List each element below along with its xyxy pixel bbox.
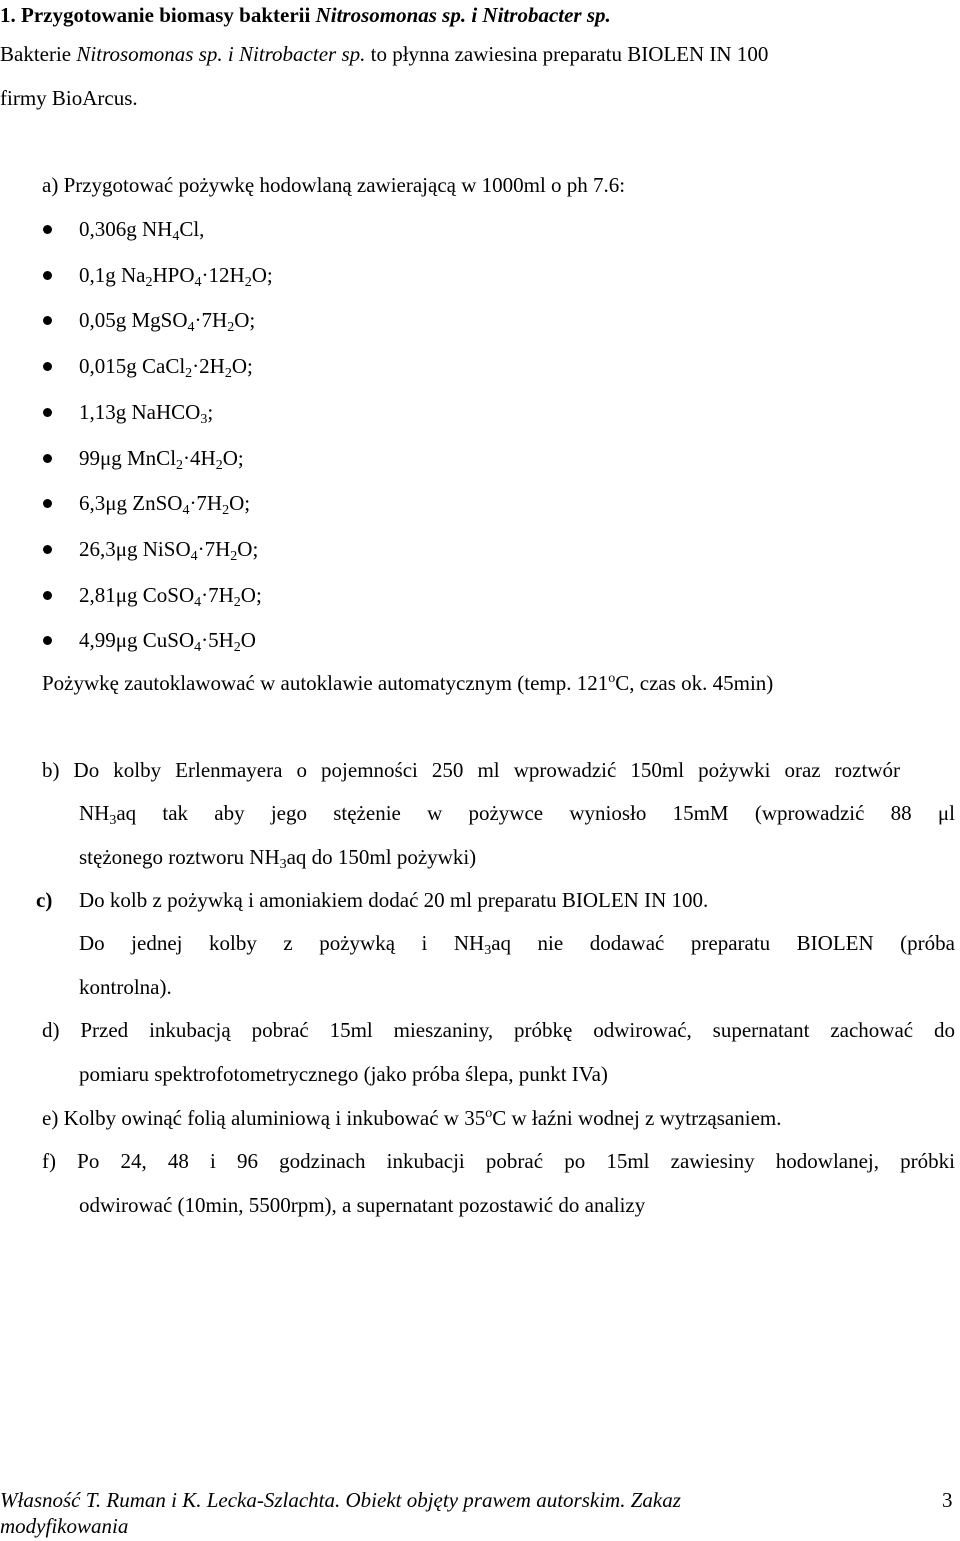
- ingredient-subscript: 2: [230, 549, 238, 564]
- ingredient-text: ·7H: [194, 308, 228, 332]
- page-number: 3: [942, 1488, 953, 1512]
- step-b-text-1: b) Do kolby Erlenmayera o pojemności 250 ml wprowadzić 150ml pożywki oraz roztwór: [42, 758, 900, 782]
- step-f-line-2: odwirować (10min, 5500rpm), a supernatant pozostawić do analizy: [79, 1193, 646, 1217]
- bullet-icon: [43, 454, 52, 463]
- bullet-icon: [43, 225, 52, 234]
- ingredient-text: O;: [229, 491, 251, 515]
- intro-italic: Nitrosomonas sp. i Nitrobacter sp.: [76, 42, 366, 66]
- ingredient-text: 99μg MnCl: [79, 446, 177, 470]
- ingredient-text: 4,99μg CuSO: [79, 628, 195, 652]
- step-f-text-1: f) Po 24, 48 i 96 godzinach inkubacji pobrać po 15ml zawiesiny hodowlanej, próbki: [42, 1149, 955, 1173]
- step-c-label: c): [36, 888, 53, 912]
- intro-line-1: [0, 41, 768, 67]
- ingredient-item: [79, 536, 258, 562]
- ingredient-text: ·7H: [197, 537, 231, 561]
- ingredient-text: ·7H: [189, 491, 223, 515]
- ingredient-subscript: 2: [185, 366, 193, 381]
- ingredient-text: ·4H: [183, 446, 216, 470]
- step-c-line-1: Do kolb z pożywką i amoniakiem dodać 20 ml preparatu BIOLEN IN 100.: [79, 888, 709, 912]
- step-e-after: C w łaźni wodnej z wytrząsaniem.: [492, 1106, 782, 1130]
- ingredient-item: [79, 307, 255, 333]
- ingredient-subscript: 4: [194, 275, 202, 290]
- step-b-text-3b: aq do 150ml pożywki): [286, 845, 477, 869]
- ingredient-subscript: 2: [244, 275, 252, 290]
- step-b-sub: 3: [109, 813, 117, 828]
- ingredient-item: [79, 490, 250, 516]
- ingredient-text: O;: [231, 354, 253, 378]
- ingredient-text: ·7H: [201, 583, 234, 607]
- ingredient-subscript: 2: [227, 320, 235, 335]
- ingredient-text: 0,015g CaCl: [79, 354, 186, 378]
- intro-after: to płynna zawiesina preparatu BIOLEN IN 100: [370, 42, 769, 66]
- ingredient-text: O;: [240, 583, 262, 607]
- ingredient-text: 2,81μg CoSO: [79, 583, 195, 607]
- ingredient-text: ·5H: [201, 628, 234, 652]
- step-d-line-1: [42, 1017, 955, 1043]
- ingredient-subscript: 2: [233, 640, 241, 655]
- ingredient-text: 6,3μg ZnSO: [79, 491, 183, 515]
- ingredient-subscript: 2: [233, 595, 241, 610]
- ingredient-item: [79, 353, 253, 379]
- ingredient-text: O: [240, 628, 256, 652]
- step-c-line-3: kontrolna).: [79, 975, 172, 999]
- step-b-line-1: [42, 757, 900, 783]
- ingredient-item: [79, 582, 262, 608]
- step-e-before: e) Kolby owinąć folią aluminiową i inkubować w 35: [42, 1106, 486, 1130]
- ingredient-text: ·12H: [201, 263, 245, 287]
- step-c-text-2b: aq nie dodawać preparatu BIOLEN (próba: [491, 931, 955, 955]
- step-a: a) Przygotować pożywkę hodowlaną zawierającą w 1000ml o ph 7.6:: [42, 173, 626, 197]
- ingredient-text: O;: [237, 537, 259, 561]
- ingredient-text: 0,05g MgSO: [79, 308, 188, 332]
- step-f-line-1: [42, 1148, 955, 1174]
- ingredient-subscript: 4: [190, 549, 198, 564]
- step-d-text-1: d) Przed inkubacją pobrać 15ml mieszaniny, próbkę odwirować, supernatant zachować do: [42, 1018, 955, 1042]
- ingredient-subscript: 2: [224, 366, 232, 381]
- ingredient-subscript: 2: [222, 503, 230, 518]
- bullet-icon: [43, 362, 52, 371]
- section-heading: [0, 2, 611, 28]
- ingredient-item: [79, 445, 244, 471]
- ingredient-text: 26,3μg NiSO: [79, 537, 191, 561]
- ingredient-subscript: 2: [145, 275, 153, 290]
- step-c-line-2: [79, 930, 955, 956]
- ingredient-item: [79, 262, 273, 288]
- ingredient-subscript: 4: [187, 320, 195, 335]
- step-b-nh: NH: [79, 801, 110, 825]
- ingredient-text: ·2H: [192, 354, 225, 378]
- step-c-text-2a: Do jednej kolby z pożywką i NH: [79, 931, 485, 955]
- heading-number: 1.: [0, 3, 16, 27]
- bullet-icon: [43, 408, 52, 417]
- ingredient-subscript: 4: [194, 595, 202, 610]
- step-e: [42, 1105, 781, 1131]
- step-d-line-2: pomiaru spektrofotometrycznego (jako próba ślepa, punkt IVa): [79, 1062, 608, 1086]
- ingredient-item: [79, 399, 213, 425]
- autoclave-before: Pożywkę zautoklawować w autoklawie automatycznym (temp. 121: [42, 671, 609, 695]
- ingredient-item: [79, 627, 256, 653]
- ingredient-item: [79, 216, 204, 242]
- heading-text: Przygotowanie biomasy bakterii: [21, 3, 311, 27]
- bullet-icon: [43, 545, 52, 554]
- intro-before: Bakterie: [0, 42, 72, 66]
- step-b-sub-2: 3: [279, 857, 287, 872]
- ingredient-text: HPO: [152, 263, 195, 287]
- autoclave-after: C, czas ok. 45min): [615, 671, 774, 695]
- ingredient-text: O;: [251, 263, 273, 287]
- ingredient-subscript: 2: [176, 458, 184, 473]
- bullet-icon: [43, 271, 52, 280]
- ingredient-text: 0,1g Na: [79, 263, 146, 287]
- footer-copyright-1: Własność T. Ruman i K. Lecka-Szlachta. Obiekt objęty prawem autorskim. Zakaz: [0, 1488, 681, 1512]
- bullet-icon: [43, 316, 52, 325]
- ingredient-subscript: 2: [215, 458, 223, 473]
- step-b-line-2: [79, 800, 955, 826]
- ingredient-text: 1,13g NaHCO: [79, 400, 201, 424]
- intro-line-2: firmy BioArcus.: [0, 86, 138, 110]
- autoclave-degree: o: [608, 671, 616, 686]
- heading-italic: Nitrosomonas sp. i Nitrobacter sp.: [315, 3, 611, 27]
- bullet-icon: [43, 499, 52, 508]
- step-e-degree: o: [485, 1106, 493, 1121]
- footer-copyright-2: modyfikowania: [0, 1514, 129, 1538]
- ingredient-subscript: 3: [200, 412, 208, 427]
- autoclave-note: [42, 670, 773, 696]
- bullet-icon: [43, 636, 52, 645]
- ingredient-subscript: 4: [182, 503, 190, 518]
- ingredient-text: O;: [222, 446, 244, 470]
- step-b-line-3: [79, 844, 476, 870]
- ingredient-subscript: 4: [172, 229, 180, 244]
- ingredient-subscript: 4: [194, 640, 202, 655]
- ingredient-text: Cl,: [179, 217, 205, 241]
- ingredient-text: 0,306g NH: [79, 217, 173, 241]
- step-b-text-2: aq tak aby jego stężenie w pożywce wyniosło 15mM (wprowadzić 88 μl: [116, 801, 955, 825]
- step-c-sub: 3: [484, 943, 492, 958]
- ingredient-text: ;: [207, 400, 214, 424]
- bullet-icon: [43, 591, 52, 600]
- step-b-text-3a: stężonego roztworu NH: [79, 845, 280, 869]
- ingredient-text: O;: [234, 308, 256, 332]
